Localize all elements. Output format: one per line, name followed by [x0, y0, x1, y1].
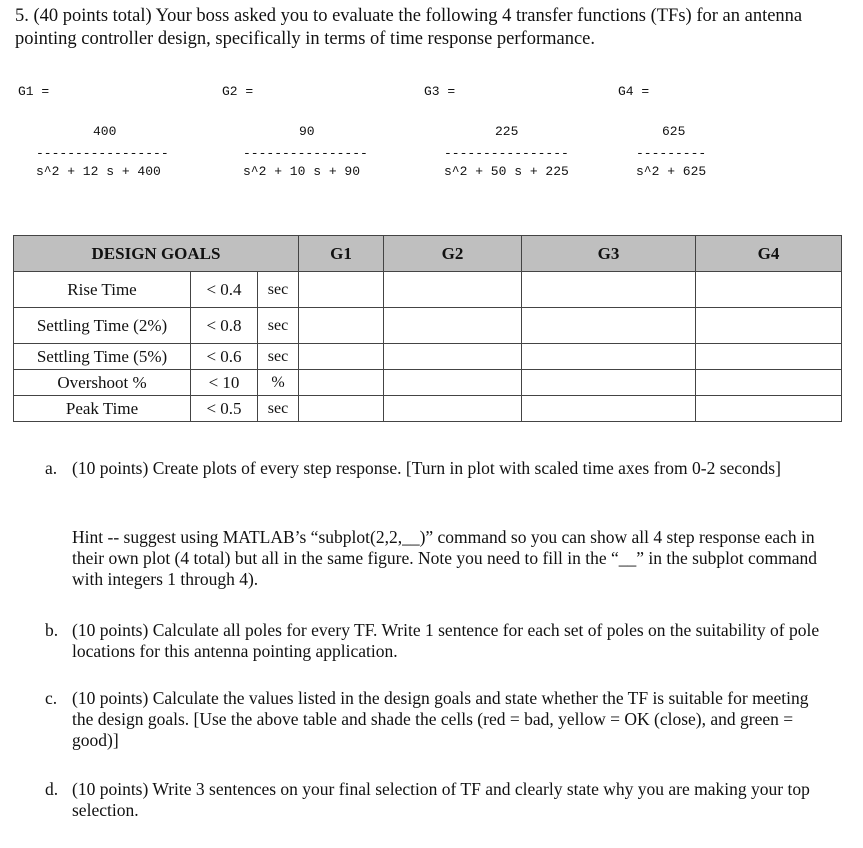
part-d-text: (10 points) Write 3 sentences on your final selection of TF and clearly state why you are making your top selection. [72, 779, 810, 820]
goal-limit: < 0.8 [191, 308, 258, 344]
part-a-hint [45, 527, 825, 590]
g4-cell[interactable] [696, 396, 842, 422]
part-a-label: a. [45, 458, 58, 478]
goal-unit: sec [258, 272, 299, 308]
g2-cell[interactable] [384, 344, 522, 370]
design-goals-header: DESIGN GOALS [14, 236, 299, 272]
goal-name: Settling Time (5%) [14, 344, 191, 370]
part-b [45, 620, 825, 662]
g3-cell[interactable] [522, 370, 696, 396]
g4-cell[interactable] [696, 308, 842, 344]
part-a-text: (10 points) Create plots of every step response. [Turn in plot with scaled time axes from 0-2 seconds] [72, 458, 781, 478]
g1-cell[interactable] [299, 308, 384, 344]
g2-fraction-bar: ---------------- [243, 146, 368, 161]
g1-fraction-bar: ----------------- [36, 146, 169, 161]
goal-name: Peak Time [14, 396, 191, 422]
g3-cell[interactable] [522, 344, 696, 370]
g4-denominator: s^2 + 625 [636, 164, 707, 179]
g4-fraction-bar: --------- [636, 146, 707, 161]
table-header-row [14, 236, 842, 272]
goal-name: Rise Time [14, 272, 191, 308]
goal-unit: sec [258, 308, 299, 344]
g3-cell[interactable] [522, 396, 696, 422]
g2-denominator: s^2 + 10 s + 90 [243, 164, 361, 179]
g2-cell[interactable] [384, 272, 522, 308]
g4-cell[interactable] [696, 370, 842, 396]
question-header: 5. (40 points total) Your boss asked you to evaluate the following 4 transfer functions (TFs) for an antenna pointing controller design, specifically in terms of time response performance. [15, 6, 803, 49]
goal-limit: < 0.4 [191, 272, 258, 308]
g1-cell[interactable] [299, 344, 384, 370]
g1-label: G1 = [18, 84, 50, 99]
table-row [14, 344, 842, 370]
g4-numerator: 625 [662, 124, 686, 139]
g1-cell[interactable] [299, 396, 384, 422]
g4-cell[interactable] [696, 272, 842, 308]
g3-cell[interactable] [522, 272, 696, 308]
goal-unit: % [258, 370, 299, 396]
g2-label: G2 = [222, 84, 254, 99]
g3-fraction-bar: ---------------- [444, 146, 569, 161]
goal-unit: sec [258, 396, 299, 422]
g2-column-header: G2 [384, 236, 522, 272]
hint-text: Hint -- suggest using MATLAB’s “subplot(2,2,__)” command so you can show all 4 step response each in their own plot (4 total) but all in the same figure. Note you need to fill in the “__” in the subplot command with integers 1 through 4). [72, 527, 818, 589]
g4-column-header: G4 [696, 236, 842, 272]
g2-numerator: 90 [299, 124, 315, 139]
g1-numerator: 400 [93, 124, 117, 139]
table-row [14, 396, 842, 422]
g3-cell[interactable] [522, 308, 696, 344]
goal-name: Settling Time (2%) [14, 308, 191, 344]
part-c-label: c. [45, 688, 58, 708]
design-goals-table [13, 235, 842, 422]
g3-numerator: 225 [495, 124, 519, 139]
table-row [14, 370, 842, 396]
g2-cell[interactable] [384, 308, 522, 344]
g3-label: G3 = [424, 84, 456, 99]
table-row [14, 308, 842, 344]
g1-column-header: G1 [299, 236, 384, 272]
part-d [45, 779, 825, 821]
g4-label: G4 = [618, 84, 650, 99]
g1-cell[interactable] [299, 272, 384, 308]
g4-cell[interactable] [696, 344, 842, 370]
g3-column-header: G3 [522, 236, 696, 272]
part-b-text: (10 points) Calculate all poles for every TF. Write 1 sentence for each set of poles on the suitability of pole locations for this antenna pointing application. [72, 620, 820, 661]
part-b-label: b. [45, 620, 59, 640]
goal-limit: < 0.6 [191, 344, 258, 370]
g1-denominator: s^2 + 12 s + 400 [36, 164, 161, 179]
g2-cell[interactable] [384, 396, 522, 422]
part-c [45, 688, 825, 751]
goal-limit: < 10 [191, 370, 258, 396]
part-a [45, 458, 825, 479]
part-c-text: (10 points) Calculate the values listed in the design goals and state whether the TF is suitable for meeting the design goals. [Use the above table and shade the cells (red = bad, yellow = OK (close), and green = good)] [72, 688, 809, 750]
g2-cell[interactable] [384, 370, 522, 396]
goal-limit: < 0.5 [191, 396, 258, 422]
g3-denominator: s^2 + 50 s + 225 [444, 164, 569, 179]
table-row [14, 272, 842, 308]
goal-name: Overshoot % [14, 370, 191, 396]
g1-cell[interactable] [299, 370, 384, 396]
part-d-label: d. [45, 779, 59, 799]
goal-unit: sec [258, 344, 299, 370]
